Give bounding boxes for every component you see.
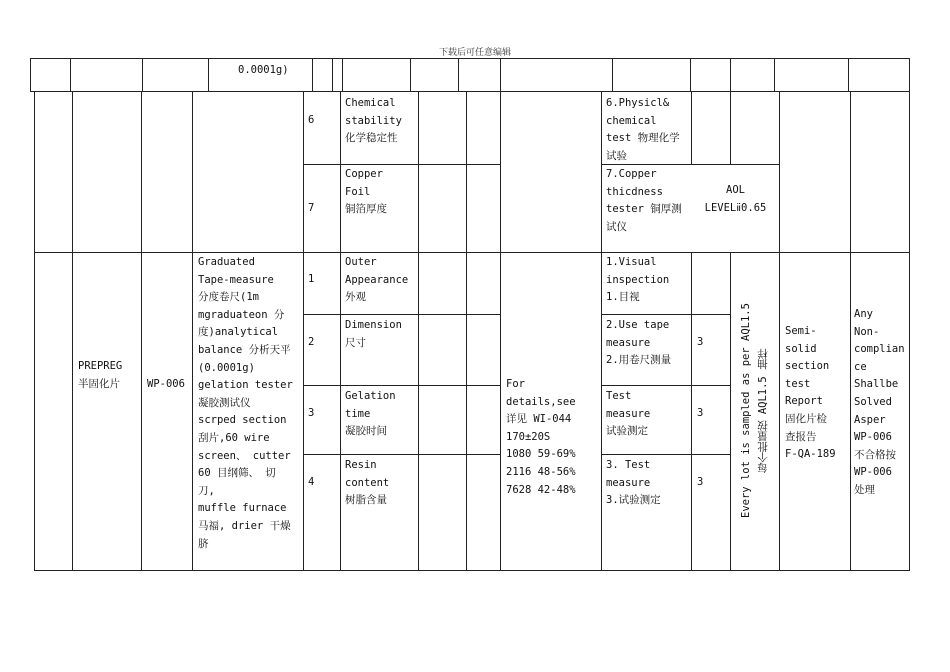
item4-method: 3. Test measure 3.试验测定 xyxy=(606,459,661,507)
item1-name: Outer Appearance 外观 xyxy=(345,256,409,304)
item2-qty: 3 xyxy=(697,336,704,348)
item4-number: 4 xyxy=(308,476,315,488)
item4-name: Resin content 树脂含量 xyxy=(345,459,390,507)
item3-number: 3 xyxy=(308,407,315,419)
row7-aql-level: AOL LEVELⅱ0.65 xyxy=(704,184,767,214)
item1-number: 1 xyxy=(308,273,315,285)
row7-method: 7.Copper thicdness tester 铜厚测 试仪 xyxy=(606,168,682,233)
prepreg-equipment: Graduated Tape-measure 分度卷尺(1m mgraduateon 分 度)analytical balance 分析天平 (0.0001g) gelation tester 凝胶测试仪 scrped section 刮片,60 wire screen、 cutter 60 目纲筛、 切 刀, muffle furnace 马福, drier 干燥 脐 xyxy=(198,256,293,550)
row6-number: 6 xyxy=(308,114,315,126)
item3-method: Test measure 试验测定 xyxy=(606,390,651,438)
prepreg-code: WP-006 xyxy=(147,378,185,390)
prepreg-report: Semi- solid section test Report 固化片检 查报告 F-QA-189 xyxy=(785,325,836,461)
top-row-cell-text: 0.0001g) xyxy=(238,64,289,76)
watermark-text: 下载后可任意编辑 xyxy=(438,48,511,58)
row6-item: Chemical stability 化学稳定性 xyxy=(345,97,402,145)
item4-qty: 3 xyxy=(697,476,704,488)
prepreg-material: PREPREG 半固化片 xyxy=(78,360,123,390)
item1-method: 1.Visual inspection 1.目视 xyxy=(606,256,670,304)
item2-name: Dimension 尺寸 xyxy=(345,319,402,349)
item2-method: 2.Use tape measure 2.用卷尺测量 xyxy=(606,319,672,367)
item2-number: 2 xyxy=(308,336,315,348)
row6-method: 6.Physicl& chemical test 物理化学 试验 xyxy=(606,97,680,162)
prepreg-action: Any Non- complian ce Shallbe Solved Asper WP-006 不合格按 WP-006 处理 xyxy=(854,308,905,496)
item3-qty: 3 xyxy=(697,407,704,419)
prepreg-spec: For details,see 详见 WI-044 170±20S 1080 59-69% 2116 48-56% 7628 42-48% xyxy=(506,378,576,496)
item3-name: Gelation time 凝胶时间 xyxy=(345,390,396,438)
row7-number: 7 xyxy=(308,202,315,214)
row7-item: Copper Foil 铜箔厚度 xyxy=(345,168,387,216)
sampling-rule-vertical: Every lot is sampled as per AQL1.5 每个批量按 AQL1.5 抽样 xyxy=(740,303,769,519)
